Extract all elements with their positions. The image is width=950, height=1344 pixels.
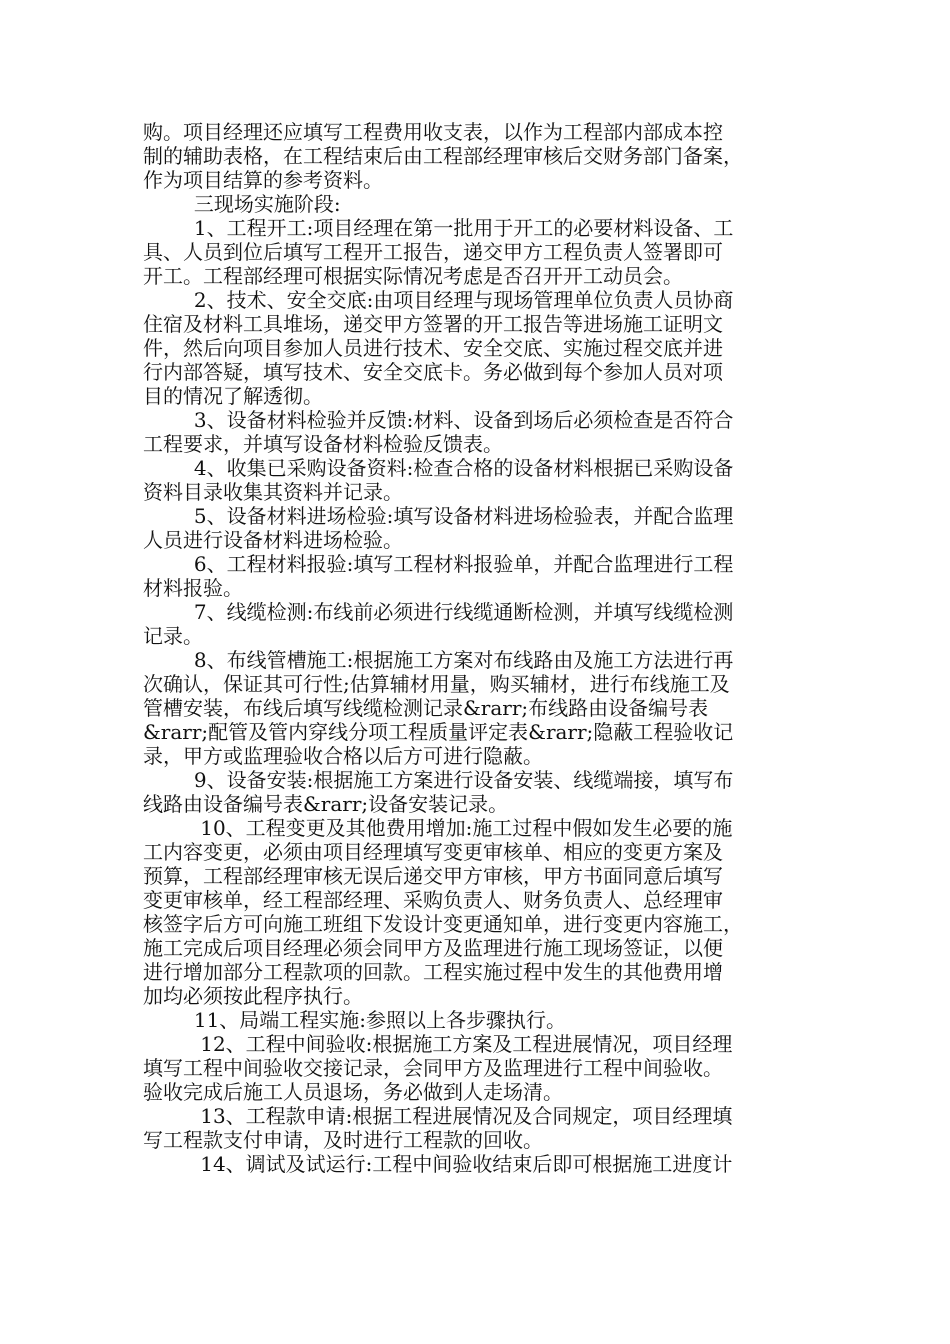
text-line: 工内容变更，必须由项目经理填写变更审核单、相应的变更方案及 xyxy=(143,840,723,864)
text-line: 资料目录收集其资料并记录。 xyxy=(143,480,403,504)
text-line: 验收完成后施工人员退场，务必做到人走场清。 xyxy=(143,1080,563,1104)
text-line: 住宿及材料工具堆场，递交甲方签署的开工报告等进场施工证明文 xyxy=(143,312,723,336)
text-line: 人员进行设备材料进场检验。 xyxy=(143,528,403,552)
text-line: 预算，工程部经理审核无误后递交甲方审核，甲方书面同意后填写 xyxy=(143,864,723,888)
text-line: 管槽安装，布线后填写线缆检测记录&rarr;布线路由设备编号表 xyxy=(143,696,709,720)
text-line: 7、线缆检测:布线前必须进行线缆通断检测，并填写线缆检测 xyxy=(143,600,734,624)
text-line: 线路由设备编号表&rarr;设备安装记录。 xyxy=(143,792,509,816)
text-line: 12、工程中间验收:根据施工方案及工程进展情况，项目经理 xyxy=(143,1032,733,1056)
text-line: 3、设备材料检验并反馈:材料、设备到场后必须检查是否符合 xyxy=(143,408,734,432)
text-line: 填写工程中间验收交接记录，会同甲方及监理进行工程中间验收。 xyxy=(143,1056,723,1080)
text-line: &rarr;配管及管内穿线分项工程质量评定表&rarr;隐蔽工程验收记 xyxy=(143,720,734,744)
text-line: 核签字后方可向施工班组下发设计变更通知单，进行变更内容施工， xyxy=(143,912,743,936)
text-line: 加均必须按此程序执行。 xyxy=(143,984,363,1008)
text-line: 材料报验。 xyxy=(143,576,243,600)
text-line: 次确认，保证其可行性;估算辅材用量，购买辅材，进行布线施工及 xyxy=(143,672,730,696)
text-line: 14、调试及试运行:工程中间验收结束后即可根据施工进度计 xyxy=(143,1152,733,1176)
text-line: 13、工程款申请:根据工程进展情况及合同规定，项目经理填 xyxy=(143,1104,733,1128)
text-line: 6、工程材料报验:填写工程材料报验单，并配合监理进行工程 xyxy=(143,552,734,576)
text-line: 购。项目经理还应填写工程费用收支表，以作为工程部内部成本控 xyxy=(143,120,723,144)
text-line: 10、工程变更及其他费用增加:施工过程中假如发生必要的施 xyxy=(143,816,733,840)
text-line: 施工完成后项目经理必须会同甲方及监理进行施工现场签证，以便 xyxy=(143,936,723,960)
section-heading: 三现场实施阶段: xyxy=(143,192,341,216)
text-line: 变更审核单，经工程部经理、采购负责人、财务负责人、总经理审 xyxy=(143,888,723,912)
text-line: 11、局端工程实施:参照以上各步骤执行。 xyxy=(143,1008,567,1032)
text-line: 记录。 xyxy=(143,624,203,648)
text-line: 行内部答疑，填写技术、安全交底卡。务必做到每个参加人员对项 xyxy=(143,360,723,384)
text-line: 进行增加部分工程款项的回款。工程实施过程中发生的其他费用增 xyxy=(143,960,723,984)
text-line: 工程要求，并填写设备材料检验反馈表。 xyxy=(143,432,503,456)
text-line: 制的辅助表格，在工程结束后由工程部经理审核后交财务部门备案， xyxy=(143,144,743,168)
text-line: 4、收集已采购设备资料:检查合格的设备材料根据已采购设备 xyxy=(143,456,734,480)
text-line: 8、布线管槽施工:根据施工方案对布线路由及施工方法进行再 xyxy=(143,648,734,672)
text-line: 录，甲方或监理验收合格以后方可进行隐蔽。 xyxy=(143,744,543,768)
text-line: 2、技术、安全交底:由项目经理与现场管理单位负责人员协商 xyxy=(143,288,734,312)
text-line: 开工。工程部经理可根据实际情况考虑是否召开开工动员会。 xyxy=(143,264,683,288)
text-line: 作为项目结算的参考资料。 xyxy=(143,168,383,192)
text-line: 具、人员到位后填写工程开工报告，递交甲方工程负责人签署即可 xyxy=(143,240,723,264)
text-line: 5、设备材料进场检验:填写设备材料进场检验表，并配合监理 xyxy=(143,504,734,528)
text-line: 件，然后向项目参加人员进行技术、安全交底、实施过程交底并进 xyxy=(143,336,723,360)
text-line: 目的情况了解透彻。 xyxy=(143,384,323,408)
body-text xyxy=(143,120,813,1176)
text-line: 写工程款支付申请，及时进行工程款的回收。 xyxy=(143,1128,543,1152)
text-line: 9、设备安装:根据施工方案进行设备安装、线缆端接，填写布 xyxy=(143,768,734,792)
text-line: 1、工程开工:项目经理在第一批用于开工的必要材料设备、工 xyxy=(143,216,734,240)
